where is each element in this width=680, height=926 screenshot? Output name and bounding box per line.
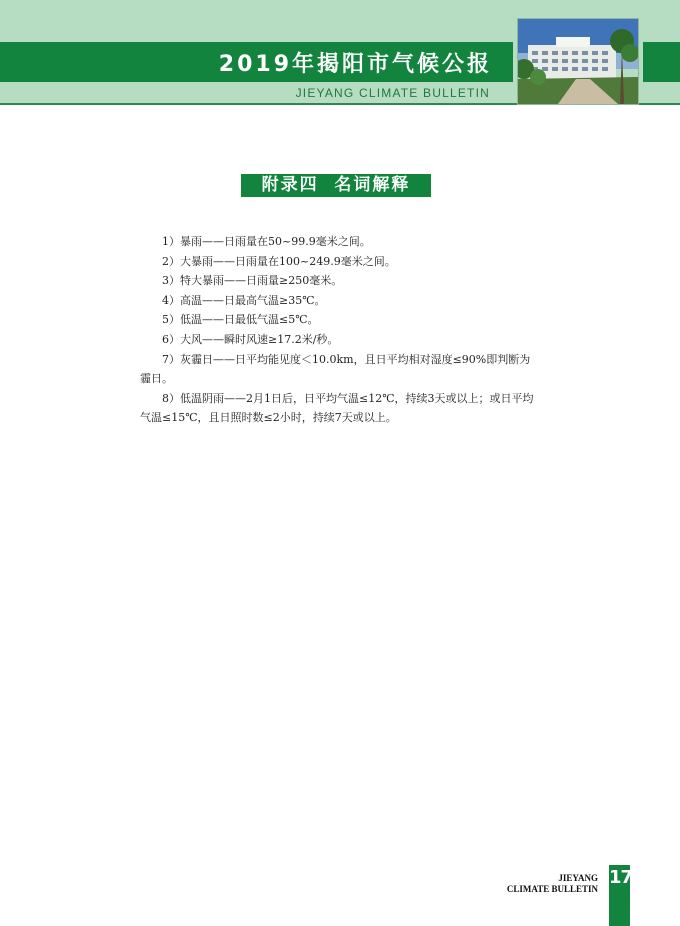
definition-item: 1）暴雨——日雨量在50~99.9毫米之间。	[162, 235, 371, 248]
bulletin-subtitle: JIEYANG CLIMATE BULLETIN	[295, 86, 490, 100]
footer-line-2: CLIMATE BULLETIN	[506, 884, 598, 894]
definition-item: 6）大风——瞬时风速≥17.2米/秒。	[162, 332, 339, 346]
footer-line-1: JIEYANG	[558, 873, 598, 883]
bulletin-title: 2019年揭阳市气候公报	[218, 52, 492, 77]
footer-bulletin-name	[507, 873, 598, 895]
definition-item: 7）灰霾日——日平均能见度＜10.0km，且日平均相对湿度≤90%即判断为霾日。	[140, 352, 531, 386]
definition-item: 3）特大暴雨——日雨量≥250毫米。	[162, 274, 343, 288]
definitions-list	[140, 232, 538, 428]
header-title-bar-end	[643, 42, 680, 82]
definition-item: 8）低温阴雨——2月1日后，日平均气温≤12℃，持续3天或以上；或日平均气温≤15℃，且日照时数≤2小时，持续7天或以上。	[140, 391, 534, 425]
building-photo	[517, 18, 639, 105]
building-photo-drawing	[518, 19, 638, 104]
definition-item: 4）高温——日最高气温≥35℃。	[162, 293, 326, 307]
page-number: 17	[609, 867, 633, 888]
definition-item: 2）大暴雨——日雨量在100~249.9毫米之间。	[162, 254, 396, 268]
definition-item: 5）低温——日最低气温≤5℃。	[162, 313, 319, 327]
appendix-heading: 附录四 名词解释	[241, 174, 431, 197]
